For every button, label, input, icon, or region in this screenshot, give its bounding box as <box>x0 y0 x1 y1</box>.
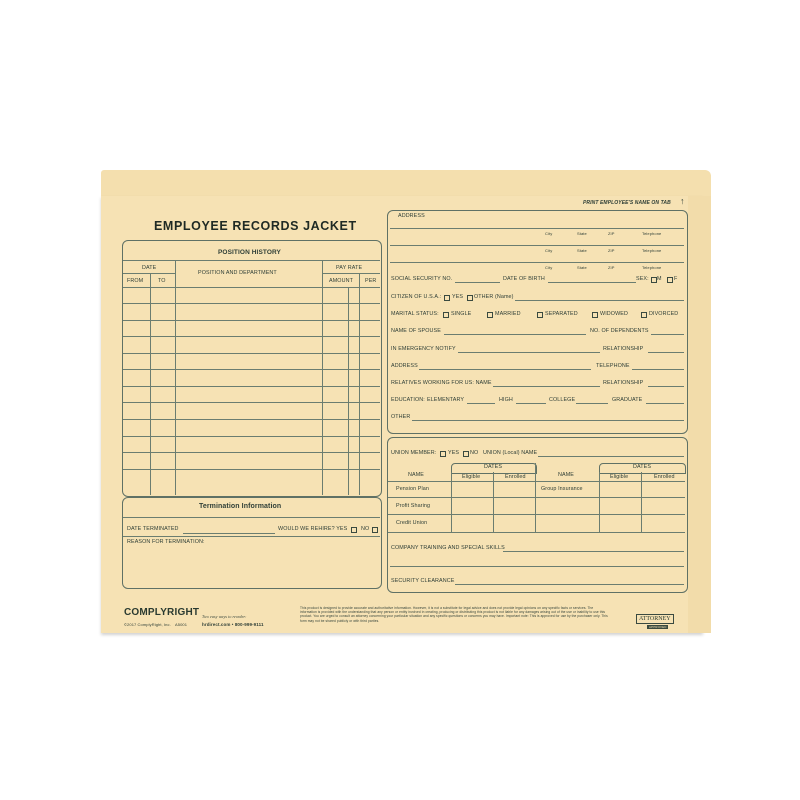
city-label: City <box>545 248 553 253</box>
training-label: COMPANY TRAINING AND SPECIAL SKILLS <box>391 545 505 551</box>
eligible-header: Eligible <box>610 474 629 480</box>
separated-checkbox[interactable] <box>537 312 543 318</box>
citizen-yes-checkbox[interactable] <box>444 295 450 301</box>
union-no-checkbox[interactable] <box>463 451 469 457</box>
column-line <box>599 472 600 532</box>
divider <box>123 260 380 261</box>
rehire-no-label: NO <box>361 526 370 532</box>
to-header: TO <box>158 278 166 284</box>
telephone-label: Telephone <box>642 231 662 236</box>
column-line <box>175 260 176 495</box>
column-line <box>150 273 151 495</box>
item-number: A5001 <box>175 622 188 627</box>
dob-label: DATE OF BIRTH <box>503 276 545 282</box>
attorney-approved-badge <box>636 614 674 624</box>
rehire-yes-checkbox[interactable] <box>351 527 357 533</box>
address2-field[interactable] <box>419 369 591 370</box>
table-row <box>123 402 380 403</box>
college-field[interactable] <box>576 403 608 404</box>
rehire-no-checkbox[interactable] <box>372 527 378 533</box>
city-label: City <box>545 265 553 270</box>
training-field[interactable] <box>503 551 684 552</box>
dates-header: DATES <box>633 464 652 470</box>
column-line <box>348 287 349 495</box>
divorced-checkbox[interactable] <box>641 312 647 318</box>
sex-label: SEX: <box>636 276 649 282</box>
date-header: DATE <box>142 265 157 271</box>
sex-f-label: F <box>674 276 678 282</box>
tab-note: PRINT EMPLOYEE'S NAME ON TAB <box>583 200 671 206</box>
spouse-field[interactable] <box>444 334 586 335</box>
citizen-label: CITIZEN OF U.S.A.: <box>391 294 442 300</box>
table-row <box>123 369 380 370</box>
single-label: SINGLE <box>451 311 472 317</box>
table-row <box>123 469 380 470</box>
elementary-field[interactable] <box>467 403 495 404</box>
union-yes-label: YES <box>448 450 460 456</box>
marital-label: MARITAL STATUS: <box>391 311 439 317</box>
high-label: HIGH <box>499 397 513 403</box>
education-label: EDUCATION: <box>391 397 425 403</box>
date-terminated-field[interactable] <box>183 533 275 534</box>
zip-label: ZIP <box>608 231 615 236</box>
pay-rate-header: PAY RATE <box>336 265 363 271</box>
citizen-other-checkbox[interactable] <box>467 295 473 301</box>
ssn-label: SOCIAL SECURITY NO. <box>391 276 453 282</box>
complyright-logo: COMPLYRIGHT <box>124 607 200 618</box>
zip-label: ZIP <box>608 248 615 253</box>
dependents-field[interactable] <box>651 334 684 335</box>
relationship-field[interactable] <box>648 352 684 353</box>
table-row <box>388 497 685 498</box>
table-row <box>388 532 685 533</box>
relationship2-label: RELATIONSHIP <box>603 380 644 386</box>
column-line <box>322 260 323 495</box>
dob-field[interactable] <box>548 282 636 283</box>
union-name-label: UNION (Local) NAME <box>483 450 538 456</box>
ssn-field[interactable] <box>455 282 500 283</box>
security-clearance-label: SECURITY CLEARANCE <box>391 578 455 584</box>
table-row <box>123 303 380 304</box>
pension-plan-label: Pension Plan <box>396 486 429 492</box>
state-label: State <box>577 231 587 236</box>
legal-disclaimer: This product is designed to provide accurate and authoritative information. However, it is not a substitute for legal advice and does not provide legal opinions on any specific facts or services. The information is provided with the understanding that any person or entity involved in creating, producing or distributing this product is not liable for any damages arising out of the use or inability to use this product. You are urged to consult an attorney concerning your particular situation and any specific questions or concerns you may have. Important note: This is approved for use by the purchaser only. This form may not be shared publicly or with third parties. <box>300 606 608 623</box>
column-line <box>641 472 642 532</box>
graduate-field[interactable] <box>646 403 684 404</box>
dates-header: DATES <box>484 464 503 470</box>
relationship2-field[interactable] <box>648 386 684 387</box>
date-terminated-label: DATE TERMINATED <box>127 526 179 532</box>
union-member-label: UNION MEMBER: <box>391 450 437 456</box>
table-row <box>123 386 380 387</box>
table-row <box>123 353 380 354</box>
city-label: City <box>545 231 553 236</box>
termination-heading: Termination Information <box>199 503 282 510</box>
profit-sharing-label: Profit Sharing <box>396 503 431 509</box>
security-clearance-field[interactable] <box>455 584 684 585</box>
address-line-1[interactable] <box>390 228 684 229</box>
eligible-header: Eligible <box>462 474 481 480</box>
reorder-text: Two easy ways to reorder: <box>202 614 247 619</box>
folder-edge <box>688 196 711 633</box>
zip-label: ZIP <box>608 265 615 270</box>
address-label: ADDRESS <box>398 213 425 219</box>
relationship-label: RELATIONSHIP <box>603 346 644 352</box>
page-title: EMPLOYEE RECORDS JACKET <box>154 219 357 233</box>
position-history-heading: POSITION HISTORY <box>218 249 281 256</box>
address2-label: ADDRESS <box>391 363 418 369</box>
up-arrow-icon: ↑ <box>680 196 685 206</box>
emergency-field[interactable] <box>458 352 600 353</box>
union-box <box>387 437 688 593</box>
high-field[interactable] <box>516 403 546 404</box>
relatives-label: RELATIVES WORKING FOR US: NAME <box>391 380 492 386</box>
other-label: OTHER <box>391 414 411 420</box>
table-row <box>123 320 380 321</box>
separated-label: SEPARATED <box>545 311 578 317</box>
column-line <box>359 273 360 495</box>
table-row <box>388 514 685 515</box>
elementary-label: ELEMENTARY <box>427 397 465 403</box>
single-checkbox[interactable] <box>443 312 449 318</box>
reason-label: REASON FOR TERMINATION: <box>127 539 205 545</box>
divider <box>123 517 380 518</box>
union-no-label: NO <box>470 450 479 456</box>
state-label: State <box>577 265 587 270</box>
table-row <box>123 336 380 337</box>
position-department-header: POSITION AND DEPARTMENT <box>198 270 277 276</box>
graduate-label: GRADUATE <box>612 397 643 403</box>
rehire-label: WOULD WE REHIRE? YES <box>278 526 348 532</box>
table-row <box>123 436 380 437</box>
table-row <box>123 419 380 420</box>
union-name-field[interactable] <box>538 456 684 457</box>
address-line-3[interactable] <box>390 262 684 263</box>
emergency-label: IN EMERGENCY NOTIFY <box>391 346 456 352</box>
union-yes-checkbox[interactable] <box>440 451 446 457</box>
sex-f-checkbox[interactable] <box>667 277 673 283</box>
divorced-label: DIVORCED <box>649 311 679 317</box>
table-row <box>123 452 380 453</box>
contact-text: hrdirect.com • 800-999-9111 <box>202 622 264 627</box>
badge-sub-text: APPROVED <box>649 625 667 629</box>
dependents-label: NO. OF DEPENDENTS <box>590 328 649 334</box>
name-header: NAME <box>408 472 424 478</box>
sex-m-label: M <box>657 276 662 282</box>
telephone-label: Telephone <box>642 248 662 253</box>
relatives-field[interactable] <box>493 386 600 387</box>
divider <box>322 273 380 274</box>
training-field-2[interactable] <box>390 566 684 567</box>
name-header: NAME <box>558 472 574 478</box>
citizen-other-field[interactable] <box>515 300 684 301</box>
divider <box>123 273 175 274</box>
enrolled-header: Enrolled <box>654 474 675 480</box>
citizen-other-label: OTHER (Name) <box>474 294 514 300</box>
divider <box>123 287 380 288</box>
widowed-checkbox[interactable] <box>592 312 598 318</box>
state-label: State <box>577 248 587 253</box>
address-line-2[interactable] <box>390 245 684 246</box>
badge-text: ATTORNEY <box>639 616 671 622</box>
divider <box>123 536 380 537</box>
per-header: PER <box>365 278 377 284</box>
column-line <box>493 472 494 532</box>
credit-union-label: Credit Union <box>396 520 428 526</box>
widowed-label: WIDOWED <box>600 311 628 317</box>
from-header: FROM <box>127 278 144 284</box>
other-field[interactable] <box>412 420 684 421</box>
spouse-label: NAME OF SPOUSE <box>391 328 441 334</box>
amount-header: AMOUNT <box>329 278 353 284</box>
enrolled-header: Enrolled <box>505 474 526 480</box>
telephone2-label: TELEPHONE <box>596 363 630 369</box>
telephone2-field[interactable] <box>632 369 684 370</box>
column-line <box>451 472 452 532</box>
citizen-yes-label: YES <box>452 294 464 300</box>
group-insurance-label: Group Insurance <box>541 486 583 492</box>
telephone-label: Telephone <box>642 265 662 270</box>
copyright-text: ©2017 ComplyRight, Inc. <box>124 622 171 627</box>
married-label: MARRIED <box>495 311 521 317</box>
college-label: COLLEGE <box>549 397 576 403</box>
married-checkbox[interactable] <box>487 312 493 318</box>
